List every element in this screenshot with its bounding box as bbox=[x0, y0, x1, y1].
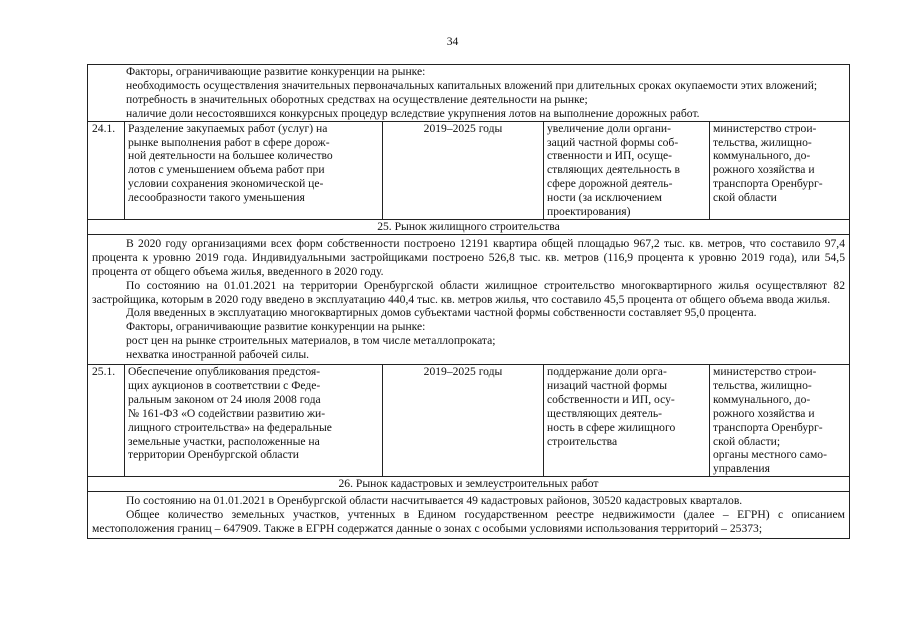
responsible-line: рожного хозяйства и bbox=[713, 163, 815, 177]
action-line: территории Оренбургской области bbox=[128, 448, 299, 462]
indicator-line: низаций частной формы bbox=[547, 378, 667, 392]
intro-block bbox=[88, 65, 849, 121]
intro-line: Факторы, ограничивающие развитие конкуренции на рынке: bbox=[126, 65, 426, 78]
period-cell: 2019–2025 годы bbox=[383, 122, 544, 219]
table-row-24-1 bbox=[88, 121, 849, 219]
indicator-line: собственности и ИП, осу- bbox=[547, 392, 675, 406]
indicator-line: ности (за исключением bbox=[547, 191, 662, 205]
action-cell bbox=[125, 122, 383, 219]
paragraph: рост цен на рынке строительных материалов, в том числе металлопроката; bbox=[126, 334, 496, 348]
paragraph: В 2020 году организациями всех форм собственности построено 12191 квартира общей площадью 967,2 тыс. кв. метров, что составило 97,4 процента к уровню 2019 года. Индивидуальными застройщиками построено 526,8 тыс. кв. метров (116,9 процента к уровню 2019 года), или 54,5 процента от общего объема жилья, введенного в 2020 году. bbox=[92, 236, 845, 278]
action-line: щих аукционов в соответствии с Феде- bbox=[128, 378, 321, 392]
action-line: Обеспечение опубликования предстоя- bbox=[128, 365, 321, 379]
section-26-text bbox=[88, 492, 849, 539]
responsible-line: коммунального, до- bbox=[713, 392, 811, 406]
indicator-line: ственности и ИП, осуще- bbox=[547, 149, 673, 163]
action-line: рынке выполнения работ в сфере дорож- bbox=[128, 135, 330, 149]
row-number: 24.1. bbox=[88, 122, 125, 219]
responsible-line: коммунального, до- bbox=[713, 149, 811, 163]
paragraph: Общее количество земельных участков, учтенных в Едином государственном реестре недвижимости (далее – ЕГРН) с описанием местоположения границ – 647909. Также в ЕГРН содержатся данные о зонах с особыми условиями использования территорий – 25373; bbox=[92, 508, 845, 535]
action-line: ной деятельности на большее количество bbox=[128, 149, 333, 163]
paragraph: Факторы, ограничивающие развитие конкуренции на рынке: bbox=[126, 320, 426, 334]
indicator-line: сфере дорожной деятель- bbox=[547, 177, 673, 191]
table-row-25-1 bbox=[88, 364, 849, 476]
page-number: 34 bbox=[446, 35, 459, 48]
intro-line: потребность в значительных оборотных средствах на осуществление деятельности на рынке; bbox=[126, 92, 588, 106]
responsible-line: транспорта Оренбург- bbox=[713, 420, 823, 434]
indicator-cell bbox=[544, 122, 710, 219]
indicator-line: увеличение доли органи- bbox=[547, 121, 671, 135]
responsible-line: управления bbox=[713, 462, 770, 476]
paragraph: По состоянию на 01.01.2021 в Оренбургской области насчитывается 49 кадастровых районов, 30520 кадастровых кварталов. bbox=[126, 494, 743, 508]
row-number: 25.1. bbox=[88, 365, 125, 476]
indicator-line: ществляющих деятель- bbox=[547, 406, 663, 420]
action-line: условии сохранения экономической це- bbox=[128, 177, 324, 191]
responsible-line: министерство строи- bbox=[713, 365, 817, 379]
period-cell: 2019–2025 годы bbox=[383, 365, 544, 476]
section-title-25: 25. Рынок жилищного строительства bbox=[88, 219, 849, 235]
action-line: ральным законом от 24 июля 2008 года bbox=[128, 392, 321, 406]
responsible-line: ской области bbox=[713, 191, 777, 205]
indicator-line: проектирования) bbox=[547, 205, 631, 219]
action-line: лесообразности такого уменьшения bbox=[128, 191, 305, 205]
action-line: № 161-ФЗ «О содействии развитию жи- bbox=[128, 406, 326, 420]
responsible-line: тельства, жилищно- bbox=[713, 135, 812, 149]
responsible-line: рожного хозяйства и bbox=[713, 406, 815, 420]
indicator-line: заций частной формы соб- bbox=[547, 135, 679, 149]
action-line: лищного строительства» на федеральные bbox=[128, 420, 332, 434]
section-25-text bbox=[88, 235, 849, 364]
responsible-line: ской области; bbox=[713, 434, 781, 448]
paragraph: Доля введенных в эксплуатацию многоквартирных домов субъектами частной формы собственности составляет 95,0 процента. bbox=[126, 306, 757, 320]
action-cell bbox=[125, 365, 383, 476]
indicator-line: поддержание доли орга- bbox=[547, 365, 667, 379]
indicator-line: ствляющих деятельность в bbox=[547, 163, 680, 177]
document-body bbox=[87, 64, 850, 539]
indicator-line: строительства bbox=[547, 434, 618, 448]
action-line: лотов с уменьшением объема работ при bbox=[128, 163, 325, 177]
responsible-line: органы местного само- bbox=[713, 448, 827, 462]
responsible-line: транспорта Оренбург- bbox=[713, 177, 823, 191]
intro-line: наличие доли несостоявшихся конкурсных процедур вследствие укрупнения лотов на выполнение дорожных работ. bbox=[126, 106, 700, 120]
intro-line: необходимость осуществления значительных первоначальных капитальных вложений при длительных сроках окупаемости этих вложений; bbox=[126, 78, 818, 92]
responsible-cell bbox=[710, 122, 849, 219]
action-line: Разделение закупаемых работ (услуг) на bbox=[128, 121, 328, 135]
responsible-cell bbox=[710, 365, 849, 476]
responsible-line: министерство строи- bbox=[713, 121, 817, 135]
section-title-26: 26. Рынок кадастровых и землеустроительных работ bbox=[88, 476, 849, 492]
table-frame bbox=[87, 64, 850, 539]
paragraph: По состоянию на 01.01.2021 на территории Оренбургской области жилищное строительство многоквартирного жилья осуществляют 82 застройщика, которым в 2020 году введено в эксплуатацию 440,4 тыс. кв. метров жилья, что составило 45,5 процента от общего объема ввода жилья. bbox=[92, 278, 845, 306]
indicator-cell bbox=[544, 365, 710, 476]
action-line: земельные участки, расположенные на bbox=[128, 434, 320, 448]
indicator-line: ность в сфере жилищного bbox=[547, 420, 676, 434]
responsible-line: тельства, жилищно- bbox=[713, 378, 812, 392]
paragraph: нехватка иностранной рабочей силы. bbox=[126, 348, 310, 362]
